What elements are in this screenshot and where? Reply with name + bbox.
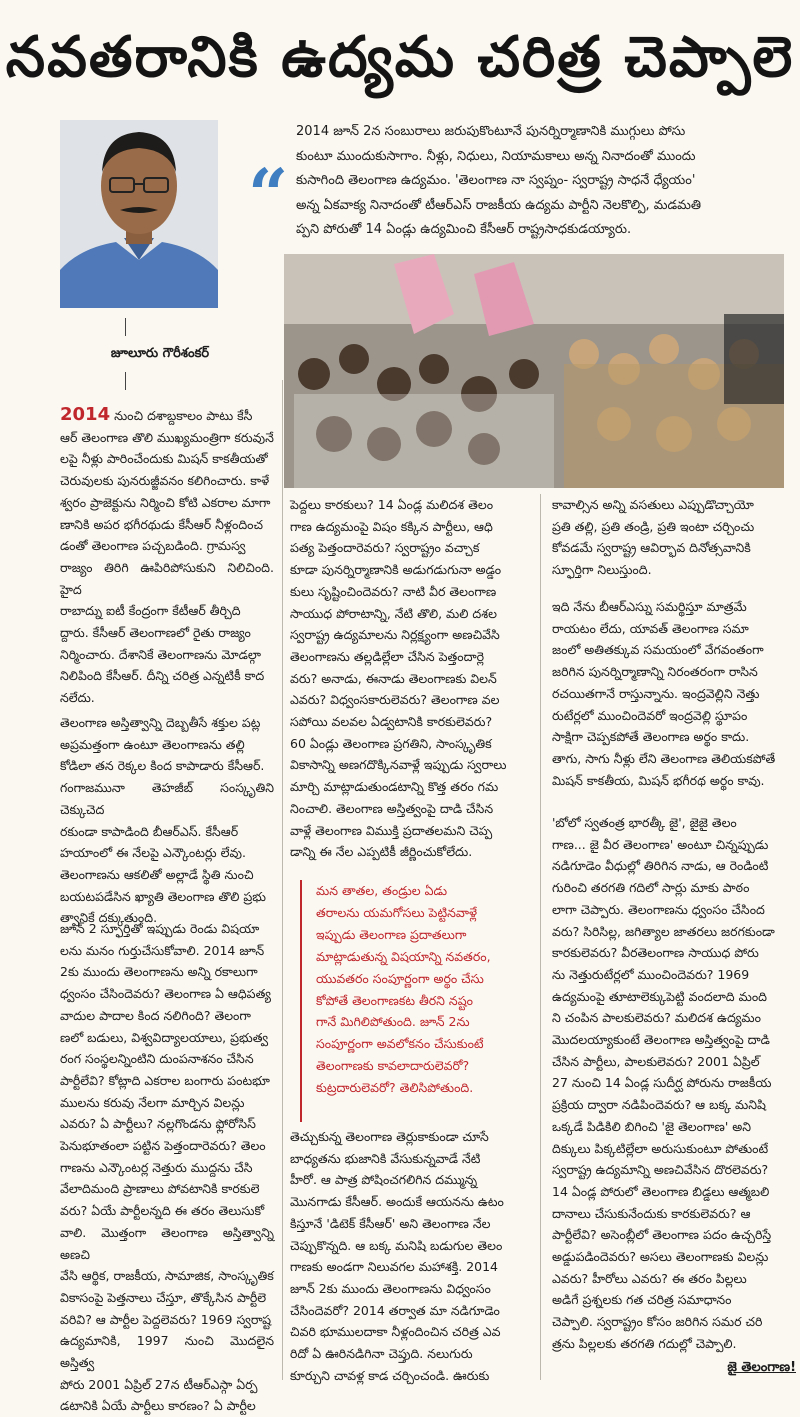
col2-para1: పెద్దలు కారకులు? 14 ఏండ్ల మలిదశ తెలం గాణ ఉద్యమంపై విషం కక్కిన పార్టీలు, ఆధి పత్య పెత్తందారెవరు? స్వరాష్ట్రం వచ్చాక కూడా పునర్నిర్మాణానికి అడుగడుగునా అడ్డం కులు సృష్టించిందెవరు? నాటి వీర తెలంగాణ సాయుధ పోరాటాన్ని, నేటి తొలి, మలి దశల స్వరాష్ట్ర ఉద్యమాలను నిర్లక్ష్యంగా అణచివేసి తెలంగాణను తల్లడిల్లేలా చేసిన పెత్తందార్లె వరు? అనాడు, ఈనాడు తెలంగాణకు విలన్ ఎవరు? విధ్వంసకారులెవరు? తెలంగాణ వల సపోయి వలవల ఏడ్వటానికి కారకులెవరు? 60 ఏండ్లు తెలంగాణ ప్రగతిని, సాంస్కృతిక వికాసాన్ని అణగదొక్కినవాళ్లే ఇప్పుడు స్వరాలు మార్చి మాట్లాడుతుండటాన్ని కొత్త తరం గమ నించాలి. తెలంగాణ అస్తిత్వంపై దాడి చేసిన వాళ్లే తెలంగాణ విముక్తి ప్రదాతలమని చెప్ప డాన్ని ఈ నేల ఎప్పటికీ జీర్ణించుకోలేదు. [290,497,507,860]
col3-para1: కావాల్సిన అన్ని వసతులు ఎప్పుడొచ్చాయో ప్రతి తల్లి, ప్రతి తండ్రి, ప్రతి ఇంటా చర్చించు కోవడమే స్వరాష్ట్ర ఆవిర్భావ దినోత్సవానికి స్ఫూర్తిగా నిలుస్తుంది. [552,497,755,578]
col1-para1-text: నుంచి దశాబ్దకాలం పాటు కేసీ ఆర్ తెలంగాణ తొలి ముఖ్యమంత్రిగా కరువునే లపై నీళ్లు పారించేందుకు మిషన్ కాకతీయతో చెరువులకు పునరుజ్జీవనం కలిగించారు. కాళే శ్వరం ప్రాజెక్టును నిర్మించి కోటి ఎకరాల మాగా ణానికి అపర భగీరథుడు కేసీఆర్ నీళ్లందించ డంతో తెలంగాణ పచ్చబడింది. గ్రామస్వ రాజ్యం తిరిగి ఊపిరిపోసుకుని నిలిచింది. హైద రాబాద్ను ఐటీ కేంద్రంగా కేటీఆర్ తీర్చిది ద్దారు. కేసీఆర్ తెలంగాణలో రైతు రాజ్యం నిర్మించారు. దేశానికే తెలంగాణను మోడల్గా నిలిపింది కేసీఆర్. దీన్ని చరిత్ర ఎన్నటికీ కాద నలేదు. [60,408,274,706]
signoff: జై తెలంగాణ! [727,1360,796,1375]
headline: నవతరానికి ఉద్యమ చరిత్ర చెప్పాలె [5,25,795,90]
col3-para3: 'బోలో స్వతంత్ర భారత్కీ జై', జైజై తెలం గాణ... జై వీర తెలంగాణ' అంటూ చిన్నప్పుడు నడిగూడెం వీధుల్లో తిరిగిన నాడు, ఆ రెండింటి గురించి తరగతి గదిలో సార్లు మాకు పాఠం లాగా చెప్పారు. తెలంగాణను ధ్వంసం చేసింద వరు? సిరిసిల్ల, జగిత్యాల జాతరలు జరగకుండా కారకులెవరు? వీరతెలంగాణ సాయుధ పోరు ను నెత్తురుటేర్లలో ముంచిందెవరు? 1969 ఉద్యమంపై తూటాలెక్కుపెట్టి వందలాది మంది ని చంపిన పాలకులెవరు? మలిదశ ఉద్యమం మొదలయ్యాకుంటే తెలంగాణ అస్తిత్వంపై దాడి చేసిన పార్టీలు, పాలకులెవరు? 2001 ఏప్రిల్ 27 నుంచి 14 ఏండ్ల సుదీర్ఘ పోరును రాజకీయ ప్రక్రియ ద్వారా నడిపిందెవరు? ఆ బక్క మనిషి ఒక్కడే పిడికిలి బిగించి 'జై తెలంగాణ' అని దిక్కులు పిక్కటిల్లేలా అరుసుకుంటూ పోతుంటే స్వరాష్ట్ర ఉద్యమాన్ని అణచివేసిన దొరలెవరు? 14 ఏండ్ల పోరులో తెలంగాణ బిడ్డలు ఆత్మబలి దానాలు చేసుకునేందుకు కారకులెవరు? ఆ పార్టీలేవి? అసెంబ్లీలో తెలంగాణ పదం ఉచ్చరిస్తే అడ్డుపడిందెవరు? అసలు తెలంగాణకు విలన్లు ఎవరు? హీరోలు ఎవరు? ఈ తరం పిల్లలు అడిగే ప్రశ్నలకు గత చరిత్ర సమాధానం చెప్పాలి. స్వరాష్ట్రం కోసం జరిగిన సమర చరి త్రను పిల్లలకు తరగతి గదుల్లో చెప్పాలి. [552,815,775,1351]
pull-quote: మన తాతల, తండ్రుల ఏడు తరాలను యమగోసలు పెట్టినవాళ్లే ఇప్పుడు తెలంగాణ ప్రదాతలుగా మాట్లాడుతున్న విషయాన్ని నవతరం, యువతరం సంపూర్ణంగా అర్థం చేసు కోపోతే తెలంగాణకట తీరని నష్టం గానే మిగిలిపోతుంది. జూన్ 2ను సంపూర్ణంగా అవలోకనం చేసుకుంటే తెలంగాణకు కావలాదారులెవరో? కుట్రదారులెవరో? తెలిసిపోతుంది. [300,880,522,1122]
quote-mark-icon: “ [248,153,289,236]
author-photo [60,120,218,308]
col1-para3: జూన్ 2 స్ఫూర్తితో ఇప్పుడు రెండు విషయా లను మనం గుర్తుచేసుకోవాలి. 2014 జూన్ 2కు ముందు తెలంగాణను అన్ని రకాలుగా ధ్వంసం చేసిందెవరు? తెలంగాణ ఏ ఆధిపత్య వాదుల పాదాల కింద నలిగింది? తెలంగా ణలో బడులు, విశ్వవిద్యాలయాలు, ప్రభుత్వ రంగ సంస్థలన్నింటిని దుంపనాశనం చేసిన పార్టీలేవి? కోట్లాది ఎకరాల బంగారు పంటభూ ములను కరువు నేలగా మార్చిన విలన్లు ఎవరు? ఏ పార్టీలు? నల్లగొండను ఫ్లోరోసిస్ పెనుభూతంలా పట్టిన పెత్తందారెవరు? తెలం గాణను ఎన్కౌంటర్ల నెత్తురు ముద్దను చేసి వేలాదిమంది ప్రాణాలు పోవటానికి కారకులె వరు? ఏయే పార్టీలన్నది ఈ తరం తెలుసుకో వాలి. మొత్తంగా తెలంగాణ అస్తిత్వాన్ని అణచి వేసి ఆర్థిక, రాజకీయ, సామాజిక, సాంస్కృతిక వికాసంపై పెత్తనాలు చేస్తూ, తొక్కేసిన పార్టీలె వరివి? ఆ పార్టీల పెద్దలెవరు? 1969 స్వరాష్ట ఉద్యమానికి, 1997 నుంచి మొదలైన అస్తిత్వ పోరు 2001 ఏప్రిల్ 27న టీఆర్ఎస్గా ఏర్ప డటానికి ఏయే పార్టీలు కారణం? ఏ పార్టీల [60,921,274,1414]
col1-para1 [60,404,274,706]
protest-photo [284,254,784,488]
author-divider-top [125,318,126,336]
col1-para2: తెలంగాణ అస్తిత్వాన్ని దెబ్బతీసే శక్తుల పట్ల అప్రమత్తంగా ఉంటూ తెలంగాణను తల్లి కోడిలా తన రెక్కల కింద కాపాడారు కేసీఆర్. గంగాజమునా తెహజీబ్ సంస్కృతిని చెక్కుచెద రకుండా కాపాడింది బీఆర్ఎస్. కేసీఆర్ హయాంలో ఈ నేలపై ఎన్కౌంటర్లు లేవు. తెలంగాణను ఆకలితో అల్లాడే స్థితి నుంచి బయటపడేసిన ఖ్యాతి తెలంగాణ తొలి ప్రభు త్వానికే దక్కుతుంది. [60,715,274,926]
col2-para2: తెచ్చుకున్న తెలంగాణ తెర్లుకాకుండా చూసే బాధ్యతను భుజానికి వేసుకున్నవాడే నేటి హీరో. ఆ పాత్ర పోషించగలిగిన దమ్మున్న మొనగాడు కేసీఆర్. అందుకే ఆయనను ఉటం కిస్తూనే 'డిటెక్ కేసీఆర్' అని తెలంగాణ నేల చెప్పుకొన్నది. ఆ బక్క మనిషి బడుగుల తెలం గాణకు అండగా నిలువగల మహాశక్తి. 2014 జూన్ 2కు ముందు తెలంగాణను విధ్వంసం చేసిందెవరో? 2014 తర్వాత మా నడిగూడెం చివరి భూములదాకా నీళ్లందించిన చరిత్ర ఎవ రిదో ఏ ఊరినడిగినా చెప్తుది. నలుగురు కూర్చుని చావళ్ల కాడ చర్చించండి. ఊరుకు [290,1129,504,1383]
author-divider-bottom [125,372,126,390]
lead-year: 2014 [60,404,111,425]
col3-para2: ఇది నేను బీఆర్ఎస్ను సమర్థిస్తూ మాత్రమే రాయటం లేదు, యావత్ తెలంగాణ సమా జంలో అతితక్కువ సమయంలో వేగవంతంగా జరిగిన పునర్నిర్మాణాన్ని నిరంతరంగా రాసిన రచయితగానే రాస్తున్నాను. ఇంద్రవెల్లిని నెత్తు రుటేర్లలో ముంచిందెవరో ఇంద్రవెల్లి స్థూపం సాక్షిగా చెప్పకపోతే తెలంగాణ అర్థం కాదు. తాగు, సాగు నీళ్లు లేని తెలంగాణ తెలియకపోతే మిషన్ కాకతీయ, మిషన్ భగీరథ అర్థం కావు. [552,599,776,788]
author-name: జూలూరు గౌరీశంకర్ [110,346,210,361]
column-divider-1 [282,380,283,1380]
column-divider-2 [540,494,541,1380]
intro-paragraph: 2014 జూన్ 2న సంబురాలు జరుపుకొంటూనే పునర్నిర్మాణానికి ముగ్గులు పోసు కుంటూ ముందుకుసాగాం. నీళ్లు, నిధులు, నియామకాలు అన్న నినాదంతో ముందు కుసాగింది తెలంగాణ ఉద్యమం. 'తెలంగాణ నా స్వప్నం- స్వరాష్ట్ర సాధనే ధ్యేయం' అన్న ఏకవాక్య నినాదంతో టీఆర్ఎస్ రాజకీయ ఉద్యమ పార్టీని నెలకొల్పి, మడమతి ప్పని పోరుతో 14 ఏండ్లు ఉద్యమించి కేసీఆర్ రాష్ట్రసాధకుడయ్యారు. [296,124,702,237]
